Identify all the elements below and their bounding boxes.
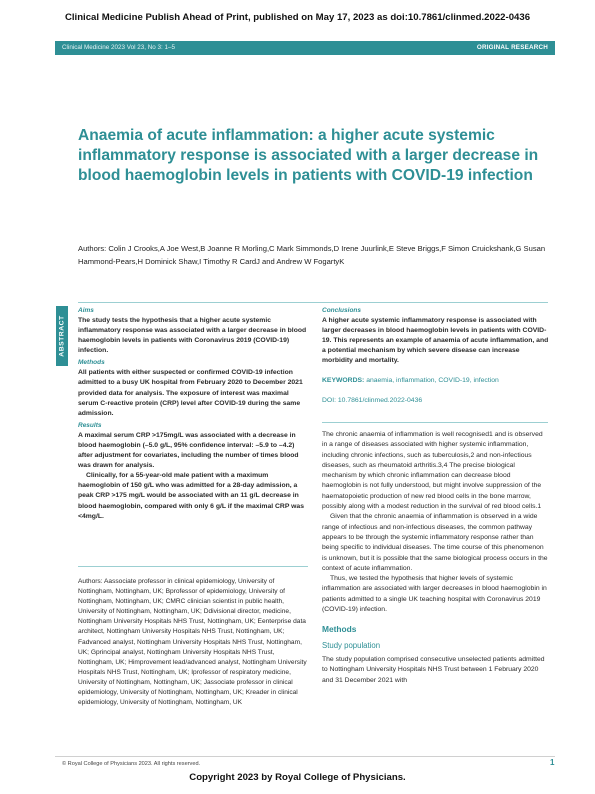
- doi-link[interactable]: 10.7861/clinmed.2022-0436: [337, 397, 423, 405]
- conclusions-text: A higher acute systemic inflammatory response is associated with larger decreases in blood haemoglobin levels in patients with COVID-19. This represents an example of anaemia of acute inflammation, and a potential mechanism by which severe disease can increase morbidity and mortality.: [322, 317, 549, 365]
- page-number: 1: [550, 758, 555, 767]
- body-paragraph: Given that the chronic anaemia of inflammation is observed in a wide range of infectious and non-infectious diseases, the common pathway appears to be through the systemic inflammatory response rather than being specific to individual diseases. The time course of this phenomenon is unknown, but it is possible that the same biological process occurs in the context of acute inflammation.: [322, 513, 548, 572]
- body-paragraph: Thus, we tested the hypothesis that higher levels of systemic inflammation are associated with larger decreases in blood haemoglobin in patients admitted to a single UK teaching hospital with Coronavirus 2019 (COVID-19) infection.: [322, 575, 547, 614]
- section-label: ORIGINAL RESEARCH: [476, 43, 548, 51]
- body-paragraph: The chronic anaemia of inflammation is well recognised1 and is observed in a range of diseases associated with higher systemic inflammation, including chronic infections, such as tuberculosis,2 and non-infectious diseases, such as rheumatoid arthritis.3,4 The precise biological mechanism by which chronic inflammation can decrease blood haemoglobin is not fully understood, but might involve suppression of the haematopoietic production of new red blood cells in the bone marrow, possibly along with a modest reduction in the survival of red blood cells.1: [322, 431, 543, 511]
- abstract-divider: [78, 302, 548, 303]
- author-affiliations: Authors: Aassociate professor in clinical epidemiology, University of Nottingham, Nottingham, UK; Bprofessor of epidemiology, University of Nottingham, Nottingham, UK; CMRC clinician scientist in public health, University of Nottingham, Nottingham, UK; Ddivisional director, medicine, Nottingham University Hospitals NHS Trust, Nottingham, UK; Eenterprise data architect, Nottingham University Hospitals NHS Trust, Nottingham, UK; Fadvanced analyst, Nottingham University Hospitals NHS Trust, Nottingham, UK; Gprincipal analyst, Nottingham University Hospitals NHS Trust, Nottingham, UK; Himprovement lead/advanced analyst, Nottingham University Hospitals NHS Trust, Nottingham, UK; Iprofessor of respiratory medicine, University of Nottingham, Nottingham, UK; Jassociate professor in clinical epidemiology, University of Nottingham, Nottingham, UK; Kreader in clinical epidemiology, University of Nottingham, Nottingham, UK: [78, 578, 307, 707]
- study-population-heading: Study population: [322, 640, 381, 650]
- doi-label: DOI:: [322, 397, 336, 405]
- aims-heading: Aims: [78, 307, 94, 314]
- abstract-left-column: [78, 306, 308, 522]
- doi: [322, 396, 550, 406]
- methods-text: All patients with either suspected or confirmed COVID-19 infection admitted to a busy UK hospital from February 2020 to December 2021 provided data for analysis. The exposure of interest was maximal serum C-reactive protein (CRP) level after COVID-19 during the same admission.: [78, 369, 303, 417]
- ahead-of-print-banner: Clinical Medicine Publish Ahead of Print, published on May 17, 2023 as doi:10.7861/clinmed.2022-0436: [64, 12, 531, 23]
- article-title: Anaemia of acute inflammation: a higher acute systemic inflammatory response is associated with a larger decrease in blood haemoglobin levels in patients with COVID-19 infection: [78, 127, 539, 184]
- author-list: Authors: Colin J Crooks,A Joe West,B Joanne R Morling,C Mark Simmonds,D Irene Juurlink,E Steve Briggs,F Simon Cruickshank,G Susan Hammond-Pears,H Dominick Shaw,I Timothy R CardJ and Andrew W FogartyK: [78, 244, 546, 266]
- abstract-tab: [56, 306, 68, 366]
- abstract-tab-label: ABSTRACT: [58, 315, 66, 357]
- copyright-banner: Copyright 2023 by Royal College of Physicians.: [189, 772, 406, 783]
- keywords: [322, 376, 550, 386]
- abstract-right-column: [322, 306, 550, 406]
- journal-citation: Clinical Medicine 2023 Vol 23, No 3: 1–5: [62, 43, 176, 51]
- affiliations-divider: [78, 566, 308, 567]
- conclusions-heading: Conclusions: [322, 307, 362, 314]
- abstract-end-divider: [322, 422, 548, 423]
- results-heading: Results: [78, 421, 102, 429]
- aims-text: The study tests the hypothesis that a higher acute systemic inflammatory response was associated with a larger decrease in blood haemoglobin levels in patients with Coronavirus 2019 (COVID-19) infection.: [78, 317, 307, 355]
- footer-divider: [55, 756, 555, 757]
- body-paragraph: The study population comprised consecutive unselected patients admitted to Nottingham University Hospitals NHS Trust between 1 February 2020 and 31 December 2021 with: [322, 655, 545, 684]
- methods-heading: Methods: [78, 359, 105, 367]
- results-text: A maximal serum CRP >175mg/L was associated with a decrease in blood haemoglobin (–5.0 g/L, 95% confidence interval: –5.9 to –4.2) after adjustment for covariates, including the number of times blood was drawn for analysis. Clinically, for a 55-year-old male patient with a maximum haemoglobin of 150 g/L who was admitted for a 28-day admission, a peak CRP >175 mg/L would be associated with an 11 g/L decrease in blood haemoglobin, compared with only 6 g/L if the maximal CRP was <4mg/L.: [78, 431, 304, 520]
- keywords-value: anaemia, inflammation, COVID-19, infection: [366, 377, 499, 385]
- methods-section-heading: Methods: [322, 624, 357, 635]
- body-column: [322, 430, 548, 686]
- footer-copyright: © Royal College of Physicians 2023. All rights reserved.: [62, 761, 201, 767]
- keywords-label: KEYWORDS:: [322, 377, 365, 385]
